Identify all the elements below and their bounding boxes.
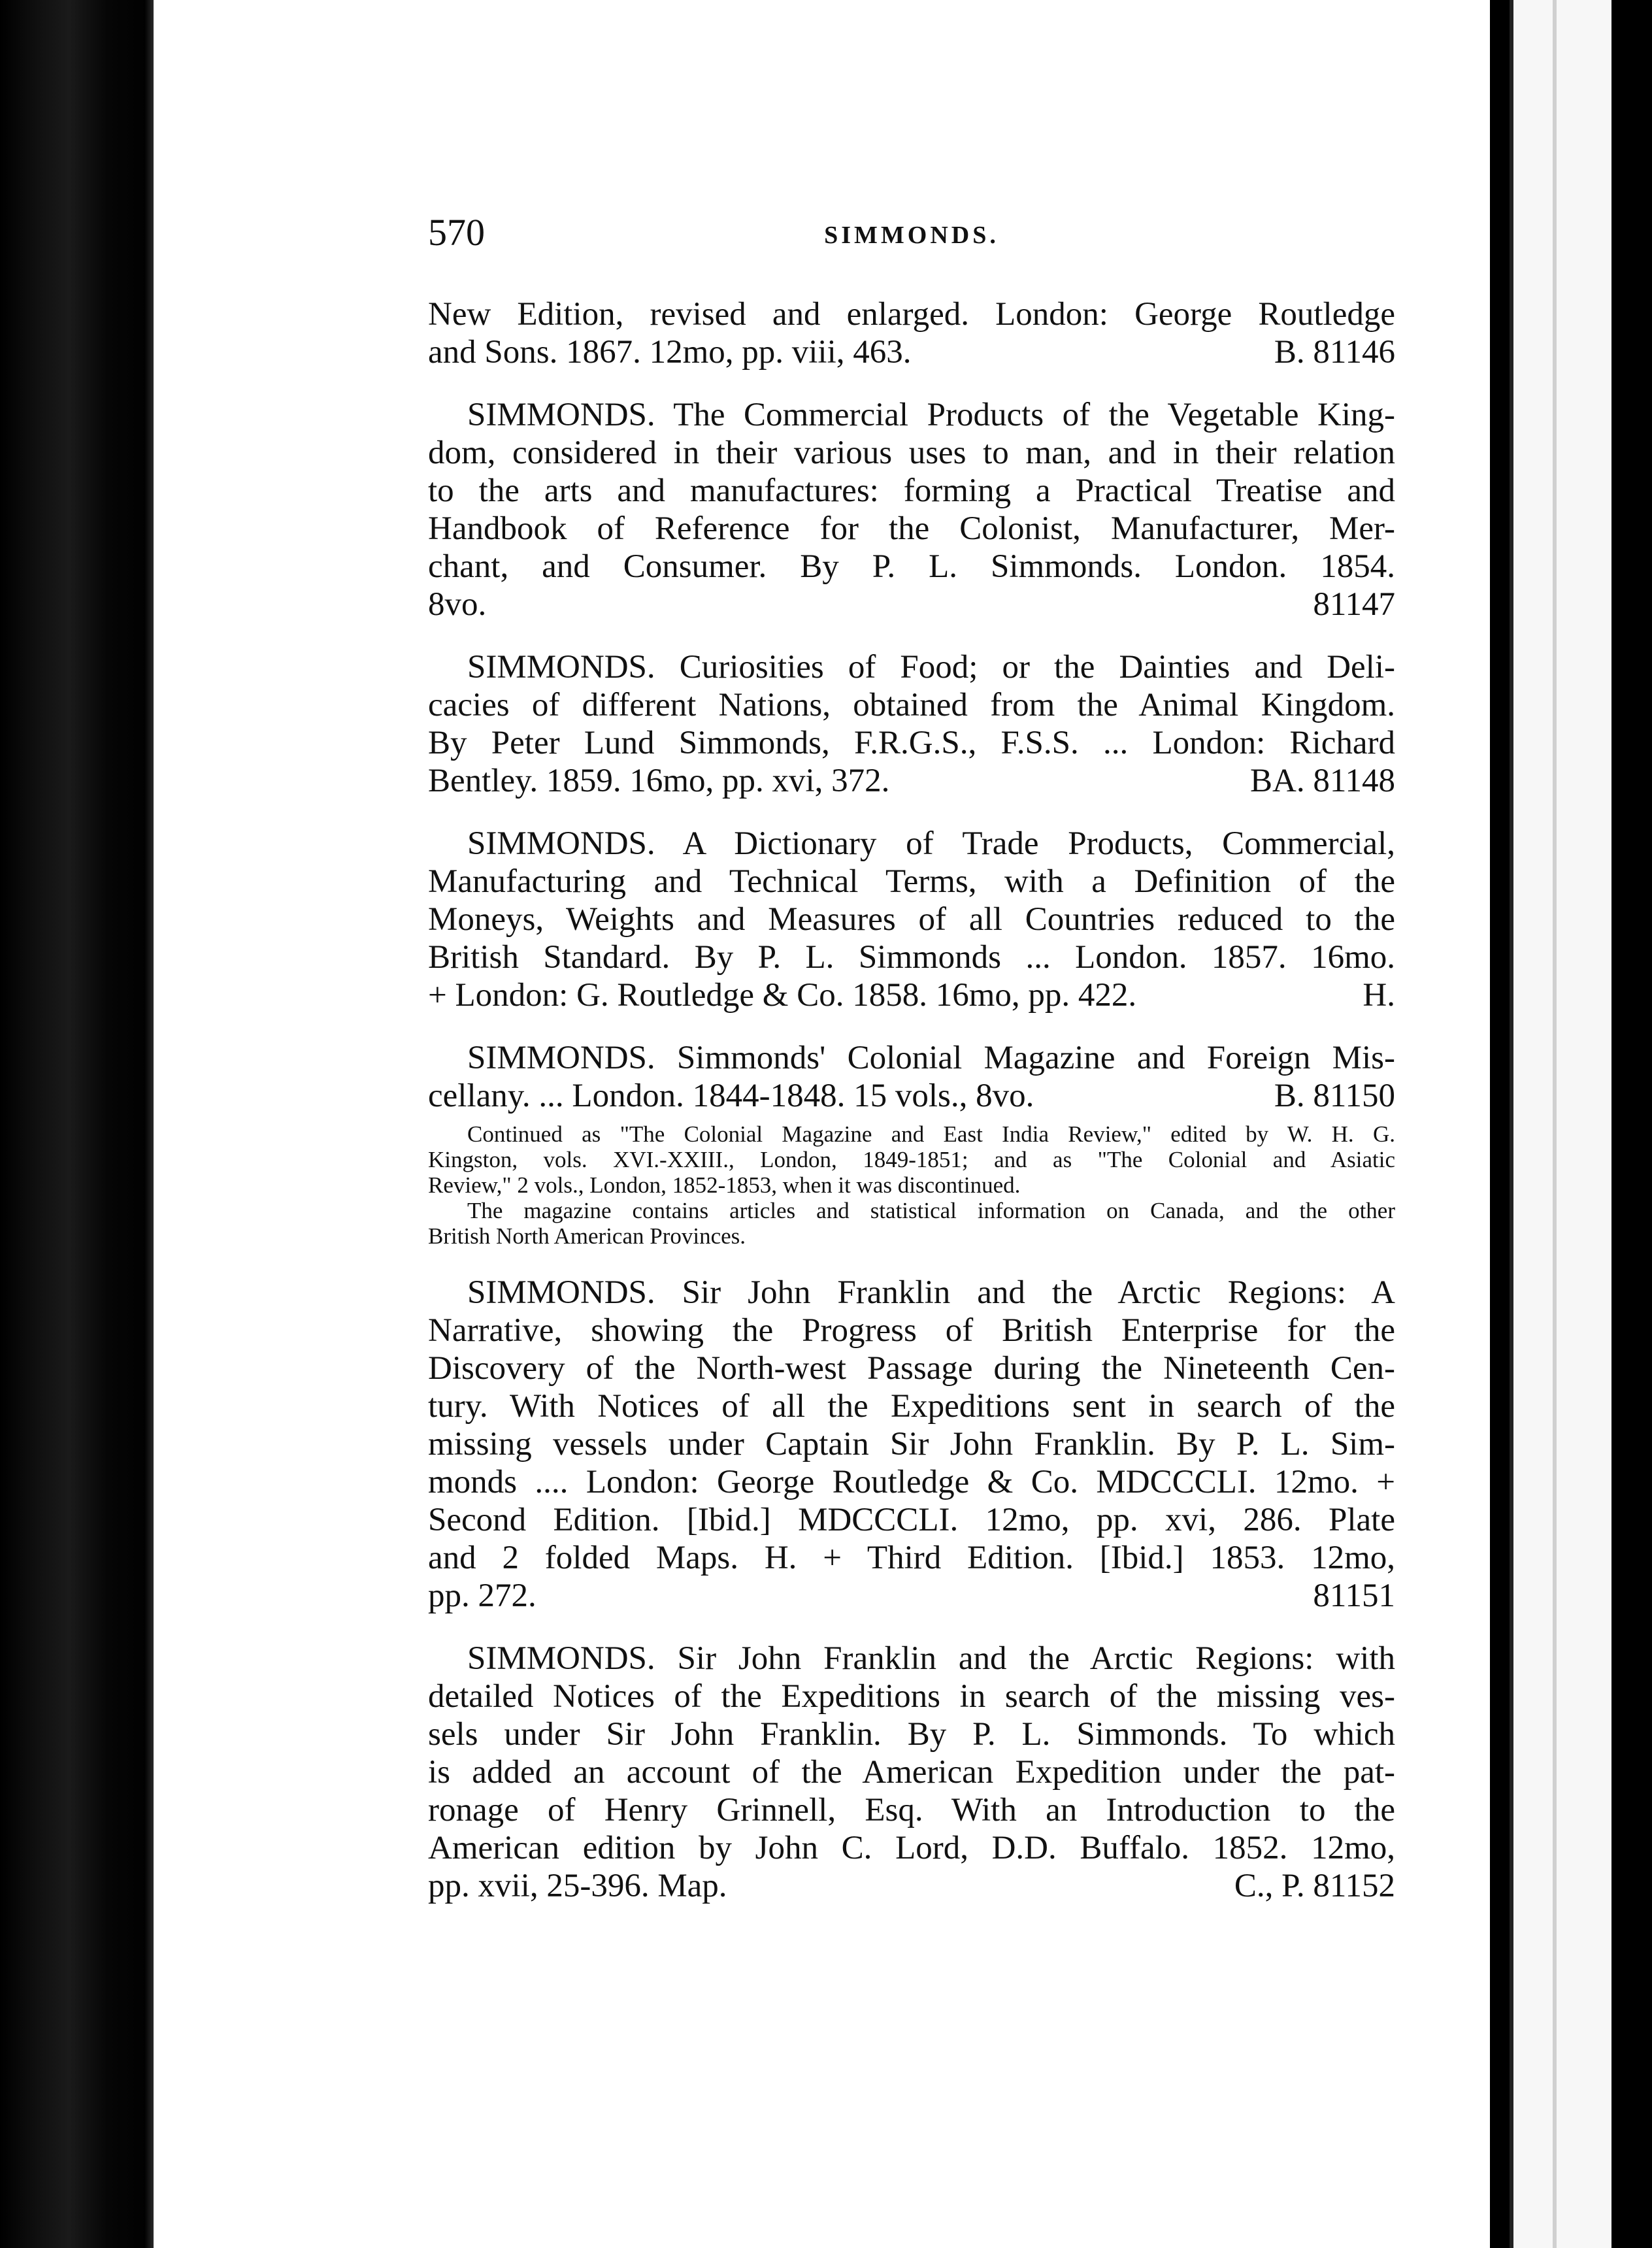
entry-line: SIMMONDS. Simmonds' Colonial Magazine and Foreign Mis- bbox=[467, 1040, 1395, 1076]
entry-line: monds .... London: George Routledge & Co. MDCCCLI. 12mo. + bbox=[428, 1464, 1395, 1500]
entry-line: Narrative, showing the Progress of British Enterprise for the bbox=[428, 1312, 1395, 1349]
note-line: Review," 2 vols., London, 1852-1853, when it was discontinued. bbox=[428, 1172, 1021, 1198]
entry-line: 8vo. 81147 bbox=[428, 586, 1395, 623]
entry-line: and Sons. 1867. 12mo, pp. viii, 463. B. 81146 bbox=[428, 334, 1395, 371]
note-line: British North American Provinces. bbox=[428, 1223, 746, 1249]
page-header bbox=[428, 210, 1395, 263]
entry-line: SIMMONDS. Sir John Franklin and the Arctic Regions: A bbox=[467, 1274, 1395, 1311]
entry-line: SIMMONDS. The Commercial Products of the Vegetable King- bbox=[467, 397, 1395, 433]
entry-line: missing vessels under Captain Sir John Franklin. By P. L. Sim- bbox=[428, 1426, 1395, 1463]
entry-81147 bbox=[428, 396, 1395, 623]
entry-line: sels under Sir John Franklin. By P. L. Simmonds. To which bbox=[428, 1716, 1395, 1753]
next-page-edge bbox=[1490, 0, 1652, 2248]
entry-81152 bbox=[428, 1640, 1395, 1905]
entry-81150 bbox=[428, 1039, 1395, 1249]
entry-line: cellany. ... London. 1844-1848. 15 vols., 8vo. B. 81150 bbox=[428, 1078, 1395, 1114]
running-head: SIMMONDS. bbox=[824, 222, 999, 249]
entry-line: ronage of Henry Grinnell, Esq. With an Introduction to the bbox=[428, 1792, 1395, 1828]
book-spine-edge bbox=[0, 0, 154, 2248]
entry-line: Manufacturing and Technical Terms, with a Definition of the bbox=[428, 863, 1395, 900]
entry-line: Second Edition. [Ibid.] MDCCCLI. 12mo, pp. xvi, 286. Plate bbox=[428, 1502, 1395, 1538]
page-number: 570 bbox=[428, 211, 485, 254]
adjacent-page-sliver bbox=[1510, 0, 1611, 2248]
entry-line: Bentley. 1859. 16mo, pp. xvi, 372. BA. 81148 bbox=[428, 763, 1395, 799]
entry-line: SIMMONDS. Sir John Franklin and the Arctic Regions: with bbox=[467, 1640, 1395, 1677]
entry-line: Discovery of the North-west Passage during the Nineteenth Cen- bbox=[428, 1350, 1395, 1387]
entry-line: Moneys, Weights and Measures of all Countries reduced to the bbox=[428, 901, 1395, 938]
entry-line: is added an account of the American Expedition under the pat- bbox=[428, 1754, 1395, 1791]
note-line: Kingston, vols. XVI.-XXIII., London, 1849-1851; and as "The Colonial and Asiatic bbox=[428, 1147, 1395, 1172]
catalog-ref: B. 81150 bbox=[1274, 1078, 1395, 1114]
entry-line: By Peter Lund Simmonds, F.R.G.S., F.S.S. ... London: Richard bbox=[428, 725, 1395, 761]
catalog-ref: 81147 bbox=[1313, 586, 1395, 623]
entry-line: SIMMONDS. A Dictionary of Trade Products, Commercial, bbox=[467, 825, 1395, 862]
entry-line: British Standard. By P. L. Simmonds ... London. 1857. 16mo. bbox=[428, 939, 1395, 976]
entry-line: dom, considered in their various uses to man, and in their relation bbox=[428, 435, 1395, 471]
entry-line: chant, and Consumer. By P. L. Simmonds. London. 1854. bbox=[428, 548, 1395, 585]
entry-line: SIMMONDS. Curiosities of Food; or the Dainties and Deli- bbox=[467, 649, 1395, 686]
entry-line: to the arts and manufactures: forming a Practical Treatise and bbox=[428, 472, 1395, 509]
entry-h-dictionary bbox=[428, 825, 1395, 1014]
note-line: Continued as "The Colonial Magazine and East India Review," edited by W. H. G. bbox=[467, 1121, 1395, 1147]
page-body bbox=[428, 295, 1395, 1930]
entry-line: cacies of different Nations, obtained from the Animal Kingdom. bbox=[428, 687, 1395, 723]
entry-line: detailed Notices of the Expeditions in search of the missing ves- bbox=[428, 1678, 1395, 1715]
entry-line: and 2 folded Maps. H. + Third Edition. [Ibid.] 1853. 12mo, bbox=[428, 1540, 1395, 1576]
entry-line: American edition by John C. Lord, D.D. Buffalo. 1852. 12mo, bbox=[428, 1830, 1395, 1866]
note-line: The magazine contains articles and statistical information on Canada, and the other bbox=[467, 1198, 1395, 1223]
entry-line: pp. xvii, 25-396. Map. C., P. 81152 bbox=[428, 1868, 1395, 1904]
page-gap bbox=[1624, 0, 1652, 2248]
entry-81151 bbox=[428, 1274, 1395, 1615]
entry-line: tury. With Notices of all the Expeditions sent in search of the bbox=[428, 1388, 1395, 1425]
entry-note bbox=[428, 1121, 1395, 1249]
catalog-ref: C., P. 81152 bbox=[1234, 1868, 1395, 1904]
catalog-ref: BA. 81148 bbox=[1250, 763, 1395, 799]
catalog-ref: B. 81146 bbox=[1274, 334, 1395, 371]
entry-line: pp. 272. 81151 bbox=[428, 1578, 1395, 1614]
entry-line: New Edition, revised and enlarged. London: George Routledge bbox=[428, 296, 1395, 333]
entry-81148 bbox=[428, 648, 1395, 800]
catalog-ref: H. bbox=[1363, 977, 1395, 1014]
catalog-ref: 81151 bbox=[1313, 1578, 1395, 1614]
entry-line: Handbook of Reference for the Colonist, Manufacturer, Mer- bbox=[428, 510, 1395, 547]
entry-81146 bbox=[428, 295, 1395, 371]
entry-line: + London: G. Routledge & Co. 1858. 16mo, pp. 422. H. bbox=[428, 977, 1395, 1014]
